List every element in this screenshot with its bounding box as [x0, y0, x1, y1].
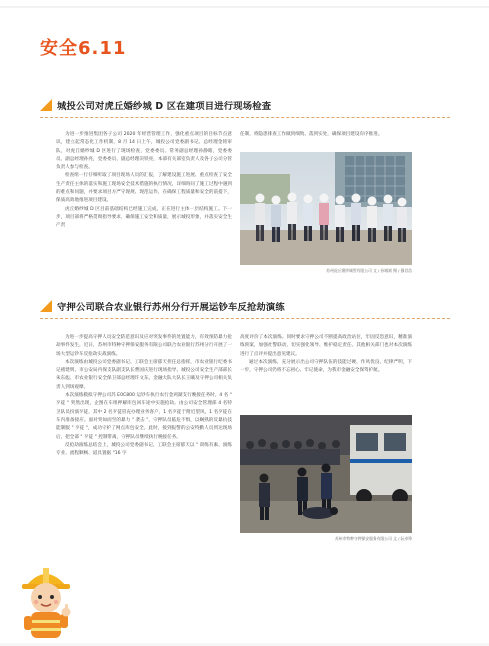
article2-paragraph: 通过本次演练，充分展示出公司守押队伍的技能过硬、作风优良、纪律严明，下一步，守押公司仍将不忘初心、牢记使命，为我市金融安全保驾护航。 [240, 359, 412, 374]
article2-left-column [56, 334, 232, 458]
article1-paragraph: 任制，将隐患排查工作做到细致、落到实处，确保项目建设有序推进。 [240, 132, 383, 137]
mascot-illustration [16, 560, 76, 642]
article1-paragraph: 为进一步推进集团各子公司 2020 年经营管理工作，强化重点项目的目标节点意识，建立起常态化工作机制，8 月 14 日上午，城投公司党委副书记、总经理金铭审队，对虎丘婚纱城 D 区进行了现场检查，党委委员、常务副总经理孙静睹，党委委员、副总经理孙亮，党委委员、副总经理决铁亮，本部有关部室负责人及各子公司分管负责人参与检查。 [56, 132, 232, 171]
article1-paragraph: 虎丘婚纱城 D 区目前基础结构已经施工完成，正在进行主体一层结构施工。下一步，项目部将严格贯彻指导要求，确保施工安全和质量，展示城投形象，并落实安全生产责 [56, 206, 232, 229]
article2-paragraph: 反抢劫演练总结会上，城投公司党委副书记、工联会主席郁天以 " 训练有素、演练专业、流程顺畅、道具置据 "16 字 [56, 442, 232, 457]
article2-paragraph: 高度评价了本次演练。同时要求守押公司不断提高政治站位，牢固反恐意识，精准演练预案，加强社警联动，切实强化领导、维护稳定责任。其他相关部门也对本次演练进行了点评并提出意见建议。 [240, 335, 412, 357]
robbery-drill-photo [240, 415, 412, 533]
article2-paragraph: 为进一步提高守押人员安全防范意识及应对突发事件的处置能力，有效预防暴力抢劫事件发生，近日，苏州市特种守押保安服务有限公司联合农业银行苏州分行开展了一场大型运钞车反抢劫实战演练。 [56, 335, 232, 357]
article2-title-block [40, 299, 285, 313]
section-header-title: 安全6.11 [40, 38, 127, 59]
triangle-icon [40, 99, 52, 111]
article1-title: 城投公司对虎丘婚纱城 D 区在建项目进行现场检查 [57, 101, 272, 112]
safety-mascot [16, 560, 76, 642]
article2-paragraph: 本次演练由城投公司党委副书记、工联会主席郁天担任总指挥，市农业银行纪委书记褚建明、市公安局内保支队副支队长曹国庆进行现场指导。城投公司安全生产部部长朱东彪、市农业银行安全保卫部总经理许文东、金融大队大队长王曦及守押公司相关负责人到场观摩。 [56, 359, 232, 390]
article1-right-column [240, 131, 412, 139]
article1-paragraph: 检查组一行仔细听取了项目现场人员的汇报，了解建设施工进展、重点检查了安全生产责任主体的落实和施工现场安全技术措施的执行情况，详细询问了施工过程中遇到的难点和问题，并要求项目方严守现规、现范运作，在确保工程质量和安全的前提下，保质高效地推进项目建设。 [56, 173, 232, 204]
triangle-icon [40, 300, 52, 312]
article1-photo [240, 152, 412, 265]
article2-photo-caption: 苏州市特种守押保安服务有限公司 文 / 阮卓铮 [334, 536, 412, 541]
article1-photo-caption: 苏州虎丘婚纱城管有限公司 文 / 孙城斌 摄 / 静君浩 [326, 268, 412, 273]
article1-title-block [40, 98, 271, 112]
site-inspection-photo [240, 152, 412, 265]
article2-title: 守押公司联合农业银行苏州分行开展运钞车反抢劫演练 [57, 302, 285, 313]
article2-photo [240, 415, 412, 533]
article2-right-column [240, 334, 412, 375]
header-stripe [0, 6, 489, 8]
article1-divider [40, 117, 450, 118]
article2-paragraph: 本次演练模拟守押公司苏 E0C800 运钞车执行农行金鸡湖支行晚接任务时，4 名 " 歹徒 " 突然出现，企图在车组押解库包回车途中实施抢劫。由公司安全管理部 4 名特卫队员扮演歹徒，其中 2 名歹徒冒充办理业务客户，1 名歹徒于附近望风，1 名歹徒在车内准备接应。面对突如而至的暴力 " 袭击 "，守押队员临危不惧，以娴熟的反暴抗技能制服 " 歹徒 "，成功守护了网点库包安全。此时，接到报警的公安特勤人员到达现场后，把全部 " 歹徒 " 控制带离，守押队员继续执行晚接任务。 [56, 393, 232, 440]
article2-divider [40, 318, 450, 319]
article1-left-column [56, 131, 232, 231]
page-header [0, 0, 489, 70]
section-header [40, 34, 126, 60]
